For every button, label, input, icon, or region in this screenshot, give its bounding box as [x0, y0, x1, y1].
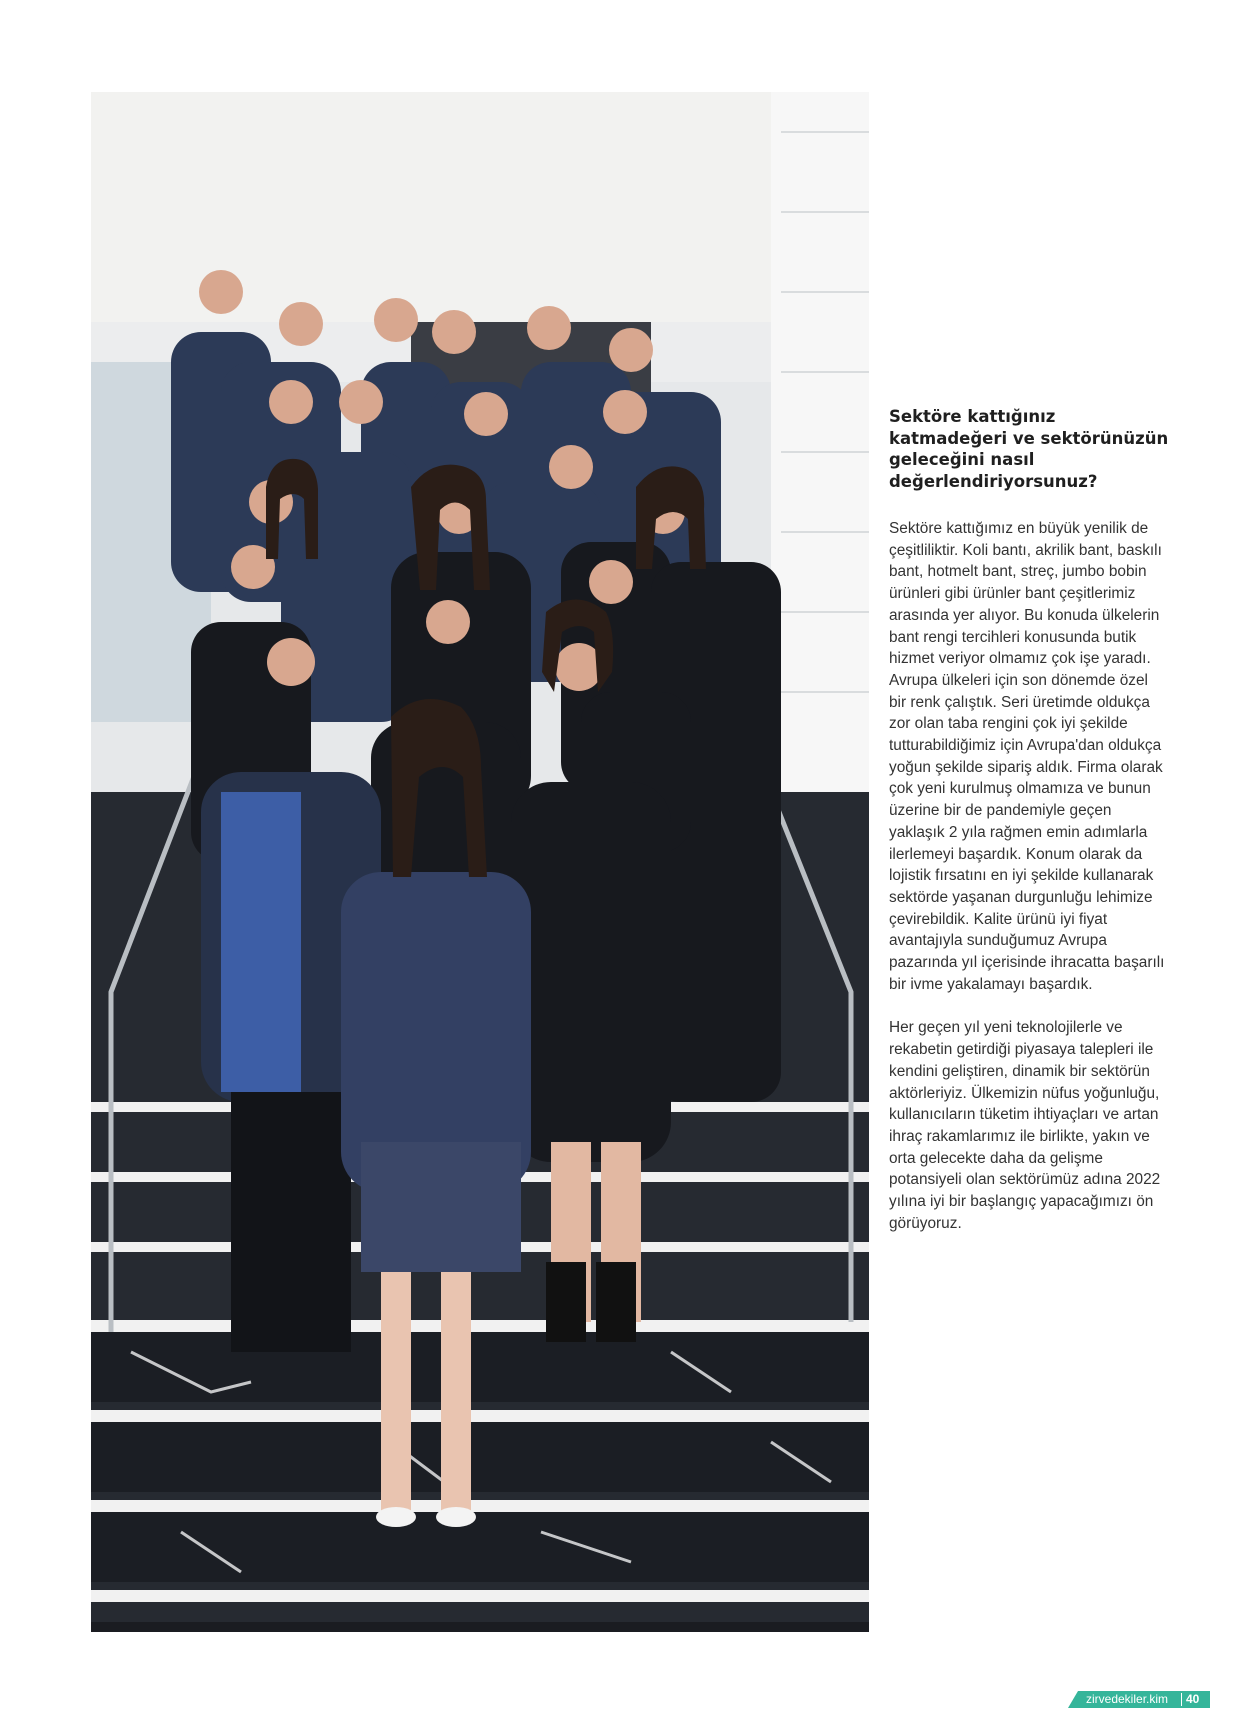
- answer-paragraph-2: Her geçen yıl yeni teknolojilerle ve rekabetin getirdiği piyasaya talepleri ile kendini geliştiren, dinamik bir sektörün aktörleriyiz. Ülkemizin nüfus yoğunluğu, kullanıcıların tüketim ihtiyaçları ve artan ihraç rakamlarımız ile birlikte, yakın ve orta gelecekte daha da gelişme potansiyeli olan sektörümüz adına 2022 yılına iyi bir başlangıç yapacağımızı ön görüyoruz.: [889, 1019, 1161, 1232]
- team-photo-illustration: [91, 92, 869, 1632]
- footer-separator: [1181, 1693, 1182, 1706]
- page-number: 40: [1186, 1692, 1200, 1706]
- answer-paragraph-1: Sektöre kattığımız en büyük yenilik de çeşitliliktir. Koli bantı, akrilik bant, baskılı bant, hotmelt bant, streç, jumbo bobin ürünleri gibi ürünler bant çeşitlerimiz arasında yer alıyor. Bu konuda ülkelerin bant rengi tercihleri konusunda butik hizmet veriyor olmamız çok işe yaradı. Avrupa ülkeleri için son dönemde özel bir renk çalıştık. Seri üretimde oldukça zor olan taba rengini çok iyi şekilde tutturabildiğimiz için Avrupa'dan oldukça yoğun şekilde sipariş aldık. Firma olarak çok yeni kurulmuş olmamıza ve bunun üzerine bir de pandemiyle geçen yaklaşık 2 yıla rağmen emin adımlarla ilerlemeyi başardık. Konum olarak da lojistik fırsatını en iyi şekilde kullanarak sektörde yaşanan durgunluğu lehimize çevirebildik. Kalite ürünü iyi fiyat avantajıyla sunduğumuz Avrupa pazarında yıl içerisinde ihracatta başarılı bir ivme yakalamayı başardık.: [889, 520, 1165, 993]
- interview-question: Sektöre kattığınız katmadeğeri ve sektörünüzün geleceğini nasıl değerlendiriyorsunuz?: [889, 407, 1169, 491]
- team-photo: [91, 92, 869, 1632]
- footer-site-name: zirvedekiler.kim: [1086, 1692, 1169, 1706]
- interview-article: [889, 406, 1169, 1257]
- page-footer: [1068, 1691, 1210, 1708]
